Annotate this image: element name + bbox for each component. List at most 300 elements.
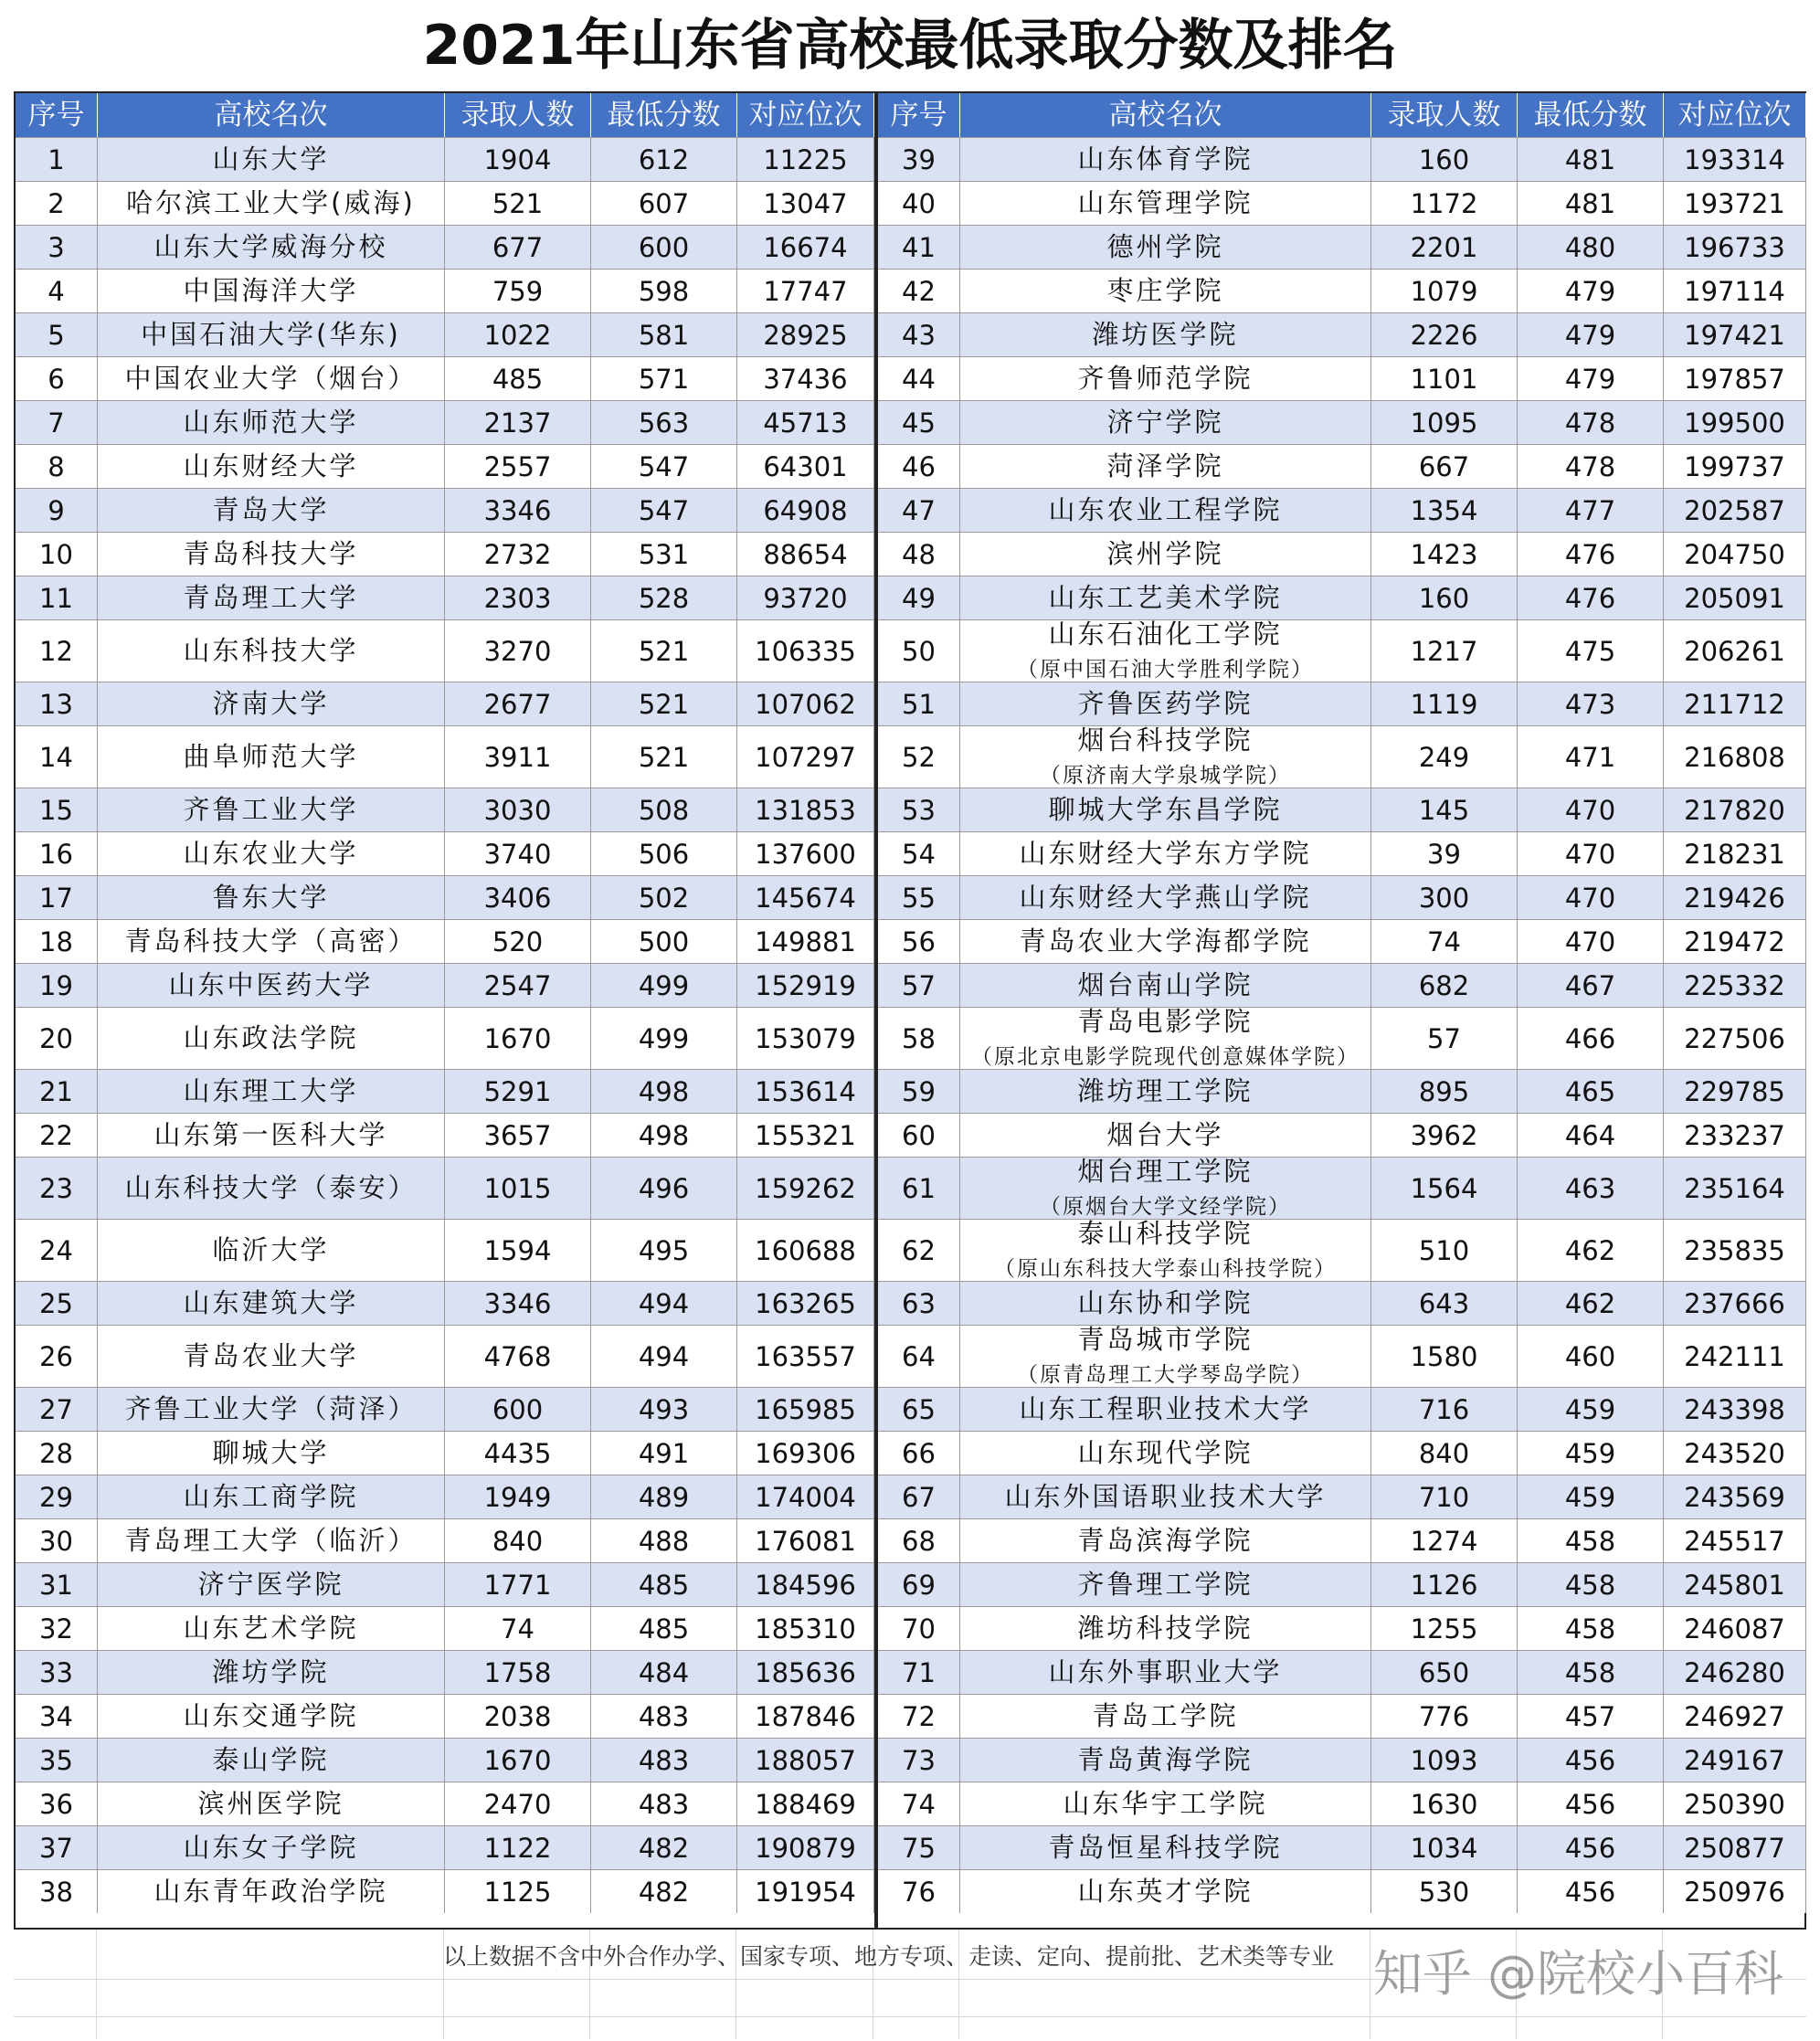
cell-min-score: 473 — [1518, 682, 1664, 725]
cell-count: 1949 — [445, 1475, 591, 1518]
school-name: 滨州医学院 — [197, 1787, 344, 1819]
cell-no: 3 — [16, 226, 98, 269]
table-row — [878, 1475, 1806, 1518]
school-name: 山东管理学院 — [1077, 186, 1254, 218]
school-name: 潍坊医学院 — [1092, 318, 1239, 350]
school-name: 山东师范大学 — [183, 406, 359, 438]
table-row — [16, 1113, 874, 1157]
cell-name — [98, 576, 445, 619]
cell-rank: 196733 — [1664, 226, 1806, 269]
table-row — [16, 1825, 874, 1869]
cell-count: 485 — [445, 357, 591, 400]
cell-name — [960, 1158, 1371, 1219]
table-left-half — [16, 93, 878, 1928]
table-row — [16, 725, 874, 788]
cell-rank: 191954 — [737, 1870, 874, 1913]
cell-no: 4 — [16, 270, 98, 312]
school-name: 曲阜师范大学 — [183, 740, 359, 772]
cell-no: 40 — [878, 182, 960, 225]
cell-name — [960, 533, 1371, 576]
cell-no: 75 — [878, 1826, 960, 1869]
cell-no: 18 — [16, 920, 98, 963]
table-row — [16, 400, 874, 444]
cell-rank: 137600 — [737, 832, 874, 875]
school-former-name: （原烟台大学文经学院） — [1040, 1194, 1291, 1219]
cell-count: 530 — [1371, 1870, 1518, 1913]
cell-no: 71 — [878, 1651, 960, 1694]
cell-name — [98, 788, 445, 831]
cell-min-score: 483 — [591, 1739, 737, 1782]
cell-count: 3346 — [445, 489, 591, 532]
cell-rank: 229785 — [1664, 1070, 1806, 1113]
school-name: 哈尔滨工业大学(威海) — [126, 186, 416, 218]
cell-count: 3657 — [445, 1114, 591, 1157]
school-name: 山东大学 — [212, 143, 330, 174]
header-rank: 对应位次 — [737, 93, 874, 137]
school-name: 齐鲁医药学院 — [1077, 687, 1254, 719]
cell-min-score: 499 — [591, 964, 737, 1007]
cell-rank: 107062 — [737, 682, 874, 725]
cell-count: 2201 — [1371, 226, 1518, 269]
cell-min-score: 506 — [591, 832, 737, 875]
cell-min-score: 476 — [1518, 533, 1664, 576]
cell-rank: 227506 — [1664, 1008, 1806, 1069]
cell-rank: 187846 — [737, 1695, 874, 1738]
cell-count: 1255 — [1371, 1607, 1518, 1650]
cell-min-score: 482 — [591, 1826, 737, 1869]
cell-min-score: 600 — [591, 226, 737, 269]
cell-rank: 45713 — [737, 401, 874, 444]
cell-name — [98, 1826, 445, 1869]
cell-rank: 165985 — [737, 1388, 874, 1431]
cell-count: 895 — [1371, 1070, 1518, 1113]
school-name: 青岛滨海学院 — [1077, 1524, 1254, 1556]
cell-rank: 190879 — [737, 1826, 874, 1869]
cell-name — [960, 138, 1371, 181]
cell-rank: 169306 — [737, 1432, 874, 1475]
cell-min-score: 479 — [1518, 270, 1664, 312]
cell-count: 1274 — [1371, 1519, 1518, 1562]
cell-name — [960, 682, 1371, 725]
cell-min-score: 498 — [591, 1070, 737, 1113]
cell-no: 73 — [878, 1739, 960, 1782]
table-header-left — [16, 93, 874, 137]
cell-min-score: 502 — [591, 876, 737, 919]
cell-min-score: 500 — [591, 920, 737, 963]
school-name: 山东理工大学 — [183, 1074, 359, 1106]
cell-count: 3962 — [1371, 1114, 1518, 1157]
table-row — [878, 1007, 1806, 1069]
cell-rank: 216808 — [1664, 726, 1806, 788]
cell-rank: 250390 — [1664, 1782, 1806, 1825]
cell-no: 34 — [16, 1695, 98, 1738]
cell-count: 1125 — [445, 1870, 591, 1913]
cell-no: 25 — [16, 1282, 98, 1325]
cell-name — [98, 357, 445, 400]
cell-no: 58 — [878, 1008, 960, 1069]
cell-name — [98, 138, 445, 181]
school-name: 中国农业大学（烟台） — [124, 362, 418, 394]
table-row — [878, 682, 1806, 725]
cell-rank: 176081 — [737, 1519, 874, 1562]
school-name: 青岛大学 — [212, 493, 330, 525]
school-name: 青岛理工大学 — [183, 581, 359, 613]
table-row — [16, 1387, 874, 1431]
cell-count: 1758 — [445, 1651, 591, 1694]
table-row — [878, 269, 1806, 312]
table-row — [16, 1007, 874, 1069]
cell-name — [960, 1326, 1371, 1387]
cell-name — [960, 182, 1371, 225]
school-name: 青岛农业大学海都学院 — [1019, 925, 1312, 957]
cell-name — [960, 270, 1371, 312]
cell-min-score: 547 — [591, 489, 737, 532]
table-row — [878, 725, 1806, 788]
cell-rank: 188057 — [737, 1739, 874, 1782]
cell-no: 12 — [16, 620, 98, 682]
cell-min-score: 483 — [591, 1782, 737, 1825]
cell-min-score: 612 — [591, 138, 737, 181]
table-row — [16, 1069, 874, 1113]
cell-count: 2303 — [445, 576, 591, 619]
cell-name — [960, 313, 1371, 356]
cell-rank: 174004 — [737, 1475, 874, 1518]
cell-name — [98, 920, 445, 963]
cell-min-score: 459 — [1518, 1388, 1664, 1431]
cell-min-score: 470 — [1518, 788, 1664, 831]
cell-no: 19 — [16, 964, 98, 1007]
table-row — [878, 137, 1806, 181]
cell-min-score: 458 — [1518, 1519, 1664, 1562]
cell-count: 2470 — [445, 1782, 591, 1825]
cell-rank: 88654 — [737, 533, 874, 576]
school-name: 济宁医学院 — [197, 1568, 344, 1600]
cell-rank: 37436 — [737, 357, 874, 400]
cell-name — [98, 1695, 445, 1738]
school-name: 山东工程职业技术大学 — [1019, 1392, 1312, 1424]
cell-rank: 155321 — [737, 1114, 874, 1157]
cell-rank: 211712 — [1664, 682, 1806, 725]
cell-min-score: 581 — [591, 313, 737, 356]
school-name: 山东工商学院 — [183, 1480, 359, 1512]
table-row — [878, 831, 1806, 875]
cell-no: 33 — [16, 1651, 98, 1694]
cell-no: 69 — [878, 1563, 960, 1606]
header-min-score: 最低分数 — [1518, 93, 1664, 137]
school-name: 德州学院 — [1106, 230, 1224, 262]
school-name: 齐鲁工业大学 — [183, 793, 359, 825]
cell-rank: 11225 — [737, 138, 874, 181]
cell-name — [960, 832, 1371, 875]
school-name: 潍坊科技学院 — [1077, 1612, 1254, 1644]
cell-no: 23 — [16, 1158, 98, 1219]
school-name: 山东体育学院 — [1077, 143, 1254, 174]
cell-count: 1101 — [1371, 357, 1518, 400]
cell-count: 840 — [1371, 1432, 1518, 1475]
school-name: 山东科技大学 — [183, 634, 359, 666]
cell-no: 49 — [878, 576, 960, 619]
cell-count: 682 — [1371, 964, 1518, 1007]
cell-min-score: 460 — [1518, 1326, 1664, 1387]
table-row — [16, 312, 874, 356]
cell-rank: 153614 — [737, 1070, 874, 1113]
cell-no: 54 — [878, 832, 960, 875]
school-name: 山东建筑大学 — [183, 1286, 359, 1318]
cell-no: 36 — [16, 1782, 98, 1825]
school-name: 山东中医药大学 — [168, 968, 374, 1000]
cell-min-score: 607 — [591, 182, 737, 225]
cell-rank: 243569 — [1664, 1475, 1806, 1518]
cell-min-score: 477 — [1518, 489, 1664, 532]
school-name: 山东协和学院 — [1077, 1286, 1254, 1318]
cell-rank: 199500 — [1664, 401, 1806, 444]
cell-no: 65 — [878, 1388, 960, 1431]
cell-min-score: 465 — [1518, 1070, 1664, 1113]
cell-name — [960, 1782, 1371, 1825]
cell-name — [960, 1220, 1371, 1281]
cell-no: 32 — [16, 1607, 98, 1650]
cell-no: 21 — [16, 1070, 98, 1113]
cell-min-score: 521 — [591, 682, 737, 725]
table-row — [878, 1825, 1806, 1869]
cell-rank: 28925 — [737, 313, 874, 356]
header-count: 录取人数 — [1371, 93, 1518, 137]
cell-name — [98, 1114, 445, 1157]
school-name: 山东华宇工学院 — [1063, 1787, 1268, 1819]
cell-count: 677 — [445, 226, 591, 269]
cell-count: 510 — [1371, 1220, 1518, 1281]
cell-min-score: 484 — [591, 1651, 737, 1694]
school-name: 山东青年政治学院 — [153, 1875, 388, 1907]
cell-rank: 163265 — [737, 1282, 874, 1325]
cell-name — [98, 1475, 445, 1518]
cell-rank: 249167 — [1664, 1739, 1806, 1782]
cell-rank: 184596 — [737, 1563, 874, 1606]
cell-no: 48 — [878, 533, 960, 576]
school-name: 菏泽学院 — [1106, 449, 1224, 481]
cell-min-score: 528 — [591, 576, 737, 619]
cell-name — [98, 620, 445, 682]
cell-name — [98, 1739, 445, 1782]
table-row — [16, 576, 874, 619]
cell-name — [960, 1607, 1371, 1650]
cell-count: 1093 — [1371, 1739, 1518, 1782]
cell-no: 51 — [878, 682, 960, 725]
cell-min-score: 457 — [1518, 1695, 1664, 1738]
cell-count: 759 — [445, 270, 591, 312]
cell-count: 643 — [1371, 1282, 1518, 1325]
cell-count: 300 — [1371, 876, 1518, 919]
school-name: 山东农业工程学院 — [1048, 493, 1283, 525]
cell-no: 47 — [878, 489, 960, 532]
cell-no: 42 — [878, 270, 960, 312]
school-name: 烟台理工学院 — [1077, 1156, 1254, 1188]
table-row — [16, 181, 874, 225]
cell-name — [98, 1326, 445, 1387]
table-row — [16, 1869, 874, 1913]
school-name: 济宁学院 — [1106, 406, 1224, 438]
cell-no: 9 — [16, 489, 98, 532]
cell-no: 27 — [16, 1388, 98, 1431]
cell-rank: 106335 — [737, 620, 874, 682]
cell-count: 520 — [445, 920, 591, 963]
table-row — [16, 619, 874, 682]
cell-name — [960, 1651, 1371, 1694]
cell-count: 3740 — [445, 832, 591, 875]
header-min-score: 最低分数 — [591, 93, 737, 137]
header-no: 序号 — [878, 93, 960, 137]
cell-min-score: 456 — [1518, 1870, 1664, 1913]
cell-name — [98, 964, 445, 1007]
cell-min-score: 494 — [591, 1282, 737, 1325]
table-row — [878, 444, 1806, 488]
cell-no: 52 — [878, 726, 960, 788]
cell-rank: 160688 — [737, 1220, 874, 1281]
school-name: 山东现代学院 — [1077, 1436, 1254, 1468]
table-row — [16, 1157, 874, 1219]
cell-no: 56 — [878, 920, 960, 963]
school-name: 烟台大学 — [1106, 1118, 1224, 1150]
cell-no: 44 — [878, 357, 960, 400]
table-body-left — [16, 137, 874, 1913]
cell-min-score: 476 — [1518, 576, 1664, 619]
cell-count: 776 — [1371, 1695, 1518, 1738]
school-name: 山东外国语职业技术大学 — [1004, 1480, 1327, 1512]
cell-no: 2 — [16, 182, 98, 225]
cell-min-score: 483 — [591, 1695, 737, 1738]
cell-rank: 250976 — [1664, 1870, 1806, 1913]
cell-count: 1126 — [1371, 1563, 1518, 1606]
cell-name — [98, 1158, 445, 1219]
cell-no: 74 — [878, 1782, 960, 1825]
cell-rank: 93720 — [737, 576, 874, 619]
cell-name — [960, 788, 1371, 831]
school-name: 青岛电影学院 — [1077, 1006, 1254, 1038]
cell-no: 10 — [16, 533, 98, 576]
cell-count: 716 — [1371, 1388, 1518, 1431]
cell-min-score: 467 — [1518, 964, 1664, 1007]
cell-no: 64 — [878, 1326, 960, 1387]
school-name: 山东石油化工学院 — [1048, 619, 1283, 650]
cell-no: 57 — [878, 964, 960, 1007]
cell-name — [98, 1651, 445, 1694]
cell-name — [960, 1563, 1371, 1606]
cell-count: 1670 — [445, 1739, 591, 1782]
table-row — [16, 1738, 874, 1782]
cell-min-score: 491 — [591, 1432, 737, 1475]
cell-count: 1172 — [1371, 182, 1518, 225]
cell-no: 66 — [878, 1432, 960, 1475]
cell-rank: 205091 — [1664, 576, 1806, 619]
cell-no: 6 — [16, 357, 98, 400]
cell-count: 1670 — [445, 1008, 591, 1069]
cell-min-score: 480 — [1518, 226, 1664, 269]
cell-no: 67 — [878, 1475, 960, 1518]
cell-count: 2677 — [445, 682, 591, 725]
cell-count: 2732 — [445, 533, 591, 576]
cell-name — [960, 401, 1371, 444]
cell-rank: 243520 — [1664, 1432, 1806, 1475]
table-row — [16, 1325, 874, 1387]
cell-rank: 250877 — [1664, 1826, 1806, 1869]
cell-count: 57 — [1371, 1008, 1518, 1069]
cell-rank: 153079 — [737, 1008, 874, 1069]
school-name: 青岛黄海学院 — [1077, 1743, 1254, 1775]
school-name: 青岛科技大学 — [183, 537, 359, 569]
table-row — [16, 788, 874, 831]
school-name: 济南大学 — [212, 687, 330, 719]
cell-name — [960, 876, 1371, 919]
cell-no: 8 — [16, 445, 98, 488]
cell-name — [98, 489, 445, 532]
table-row — [16, 137, 874, 181]
cell-no: 20 — [16, 1008, 98, 1069]
school-name: 山东第一医科大学 — [153, 1118, 388, 1150]
cell-name — [98, 1070, 445, 1113]
table-right-half — [878, 93, 1806, 1928]
cell-no: 61 — [878, 1158, 960, 1219]
cell-name — [98, 726, 445, 788]
cell-no: 70 — [878, 1607, 960, 1650]
cell-min-score: 563 — [591, 401, 737, 444]
cell-rank: 16674 — [737, 226, 874, 269]
cell-rank: 193314 — [1664, 138, 1806, 181]
cell-count: 1423 — [1371, 533, 1518, 576]
cell-no: 15 — [16, 788, 98, 831]
school-name: 青岛农业大学 — [183, 1339, 359, 1371]
cell-no: 28 — [16, 1432, 98, 1475]
cell-count: 1095 — [1371, 401, 1518, 444]
table-row — [16, 532, 874, 576]
cell-min-score: 479 — [1518, 357, 1664, 400]
table-row — [878, 1562, 1806, 1606]
cell-name — [960, 357, 1371, 400]
cell-min-score: 478 — [1518, 401, 1664, 444]
cell-min-score: 464 — [1518, 1114, 1664, 1157]
cell-count: 2226 — [1371, 313, 1518, 356]
school-name: 山东英才学院 — [1077, 1875, 1254, 1907]
cell-name — [98, 1607, 445, 1650]
cell-min-score: 470 — [1518, 876, 1664, 919]
cell-count: 145 — [1371, 788, 1518, 831]
cell-count: 650 — [1371, 1651, 1518, 1694]
cell-name — [98, 533, 445, 576]
cell-no: 45 — [878, 401, 960, 444]
cell-rank: 237666 — [1664, 1282, 1806, 1325]
school-name: 青岛科技大学（高密） — [124, 925, 418, 957]
table-row — [16, 963, 874, 1007]
table-row — [16, 682, 874, 725]
cell-name — [98, 1220, 445, 1281]
school-name: 山东女子学院 — [183, 1831, 359, 1863]
cell-rank: 243398 — [1664, 1388, 1806, 1431]
cell-min-score: 456 — [1518, 1739, 1664, 1782]
cell-min-score: 482 — [591, 1870, 737, 1913]
cell-count: 1119 — [1371, 682, 1518, 725]
cell-min-score: 494 — [591, 1326, 737, 1387]
school-name: 潍坊学院 — [212, 1655, 330, 1687]
cell-min-score: 466 — [1518, 1008, 1664, 1069]
table-row — [16, 875, 874, 919]
cell-name — [98, 1782, 445, 1825]
cell-name — [98, 1563, 445, 1606]
school-name: 中国石油大学(华东) — [141, 318, 401, 350]
cell-min-score: 489 — [591, 1475, 737, 1518]
cell-rank: 202587 — [1664, 489, 1806, 532]
school-name: 山东外事职业大学 — [1048, 1655, 1283, 1687]
cell-no: 31 — [16, 1563, 98, 1606]
cell-rank: 235835 — [1664, 1220, 1806, 1281]
